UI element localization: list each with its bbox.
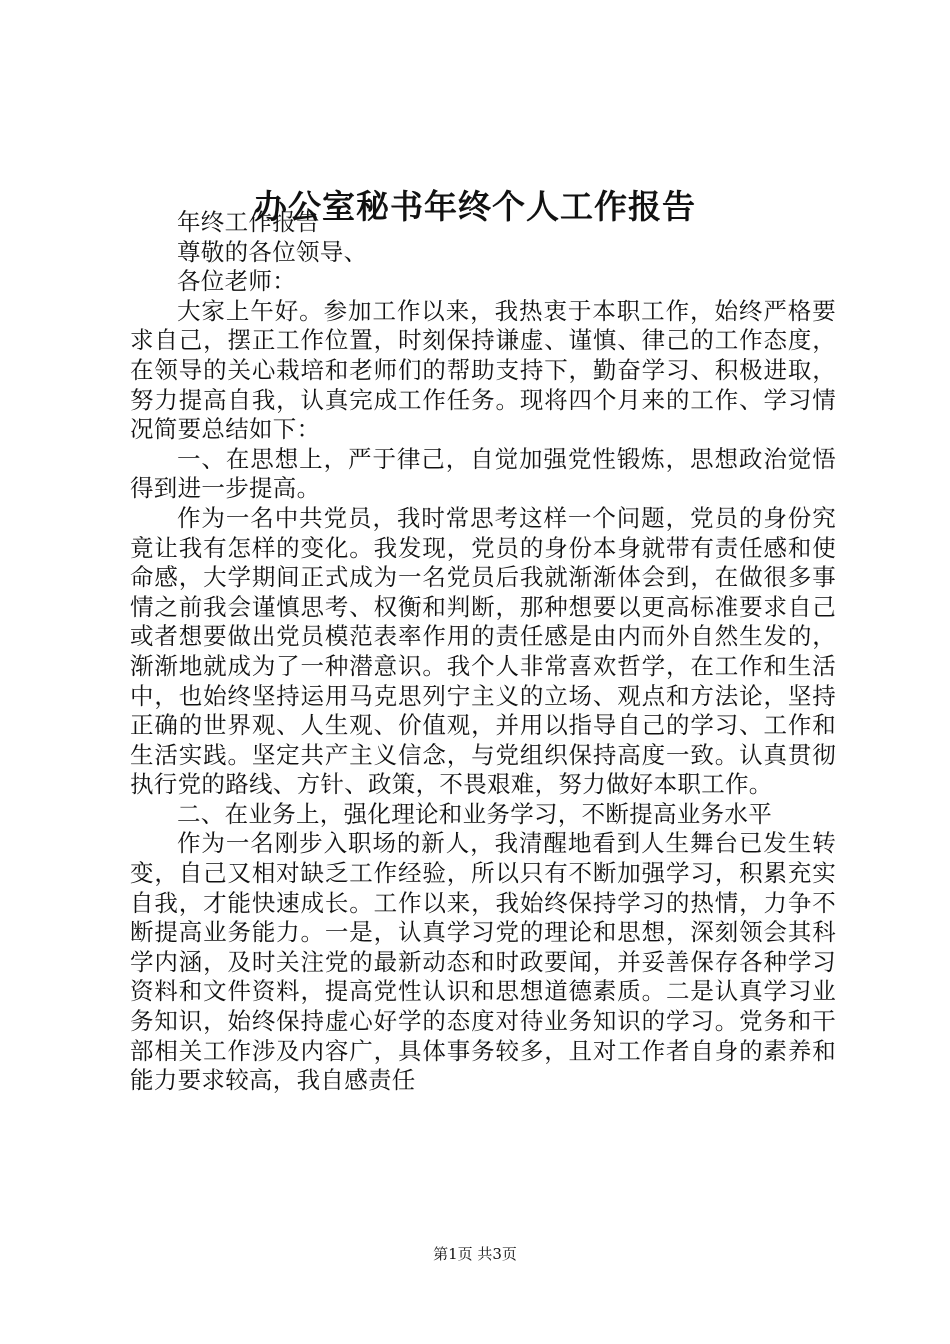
- salutation-line-1: 尊敬的各位领导、: [177, 237, 368, 266]
- body-paragraph: 大家上午好。参加工作以来，我热衷于本职工作，始终严格要求自己，摆正工作位置，时刻保持谦虚、谨慎、律己的工作态度，在领导的关心栽培和老师们的帮助支持下，勤奋学习、积极进取，努力提高自我，认真完成工作任务。现将四个月来的工作、学习情况简要总结如下：: [130, 296, 836, 444]
- body-paragraph: 作为一名中共党员，我时常思考这样一个问题，党员的身份究竟让我有怎样的变化。我发现，党员的身份本身就带有责任感和使命感，大学期间正式成为一名党员后我就渐渐体会到，在做很多事情之前我会谨慎思考、权衡和判断，那种想要以更高标准要求自己或者想要做出党员模范表率作用的责任感是由内而外自然生发的，渐渐地就成为了一种潜意识。我个人非常喜欢哲学，在工作和生活中，也始终坚持运用马克思列宁主义的立场、观点和方法论，坚持正确的世界观、人生观、价值观，并用以指导自己的学习、工作和生活实践。坚定共产主义信念，与党组织保持高度一致。认真贯彻执行党的路线、方针、政策，不畏艰难，努力做好本职工作。: [130, 503, 836, 799]
- document-title: 办公室秘书年终个人工作报告: [254, 187, 696, 226]
- page-number-footer: 第1页 共3页: [433, 1245, 517, 1263]
- body-paragraph: 作为一名刚步入职场的新人，我清醒地看到人生舞台已发生转变，自己又相对缺乏工作经验，所以只有不断加强学习，积累充实自我，才能快速成长。工作以来，我始终保持学习的热情，力争不断提高业务能力。一是，认真学习党的理论和思想，深刻领会其科学内涵，及时关注党的最新动态和时政要闻，并妥善保存各种学习资料和文件资料，提高党性认识和思想道德素质。二是认真学习业务知识，始终保持虚心好学的态度对待业务知识的学习。党务和干部相关工作涉及内容广，具体事务较多，且对工作者自身的素养和能力要求较高，我自感责任: [130, 829, 836, 1095]
- section-heading-2: 二、在业务上，强化理论和业务学习，不断提高业务水平: [177, 799, 772, 828]
- section-heading-1: 一、在思想上，严于律己，自觉加强党性锻炼，思想政治觉悟得到进一步提高。: [130, 444, 836, 503]
- report-subtitle: 年终工作报告: [177, 208, 320, 236]
- document-body: [130, 208, 836, 1096]
- salutation-line-2: 各位老师：: [177, 267, 296, 296]
